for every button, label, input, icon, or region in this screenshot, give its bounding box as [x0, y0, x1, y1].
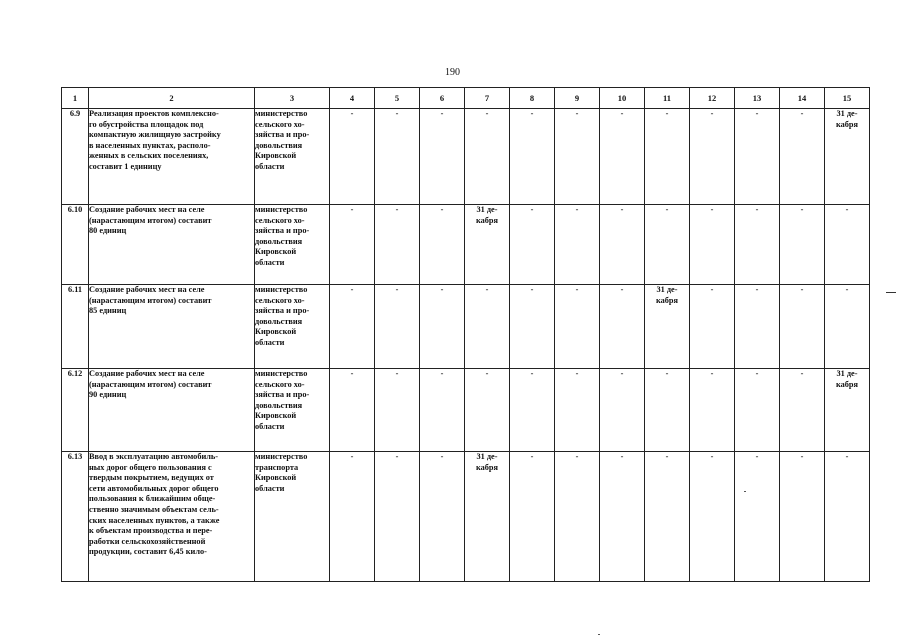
- deadline-text: -: [665, 369, 669, 378]
- deadline-cell-col-10: [600, 109, 645, 205]
- column-header-1: 1: [62, 88, 89, 109]
- deadline-text: -: [440, 452, 444, 461]
- column-header-14: 14: [780, 88, 825, 109]
- deadline-text: -: [620, 285, 624, 294]
- responsible-executor: [255, 109, 330, 205]
- deadline-text: -: [575, 285, 579, 294]
- description-line: 85 единиц: [89, 306, 127, 316]
- executor-line: министерство: [255, 285, 308, 294]
- deadline-cell-col-15: [825, 285, 870, 369]
- deadline-cell-col-6: [420, 452, 465, 582]
- responsible-executor: [255, 452, 330, 582]
- deadline-text: -: [395, 205, 399, 214]
- deadline-text: -: [620, 109, 624, 118]
- description-line: 80 единиц: [89, 226, 127, 236]
- deadline-cell-col-10: [600, 285, 645, 369]
- deadline-cell-col-12: [690, 205, 735, 285]
- executor-line: довольствия: [255, 236, 303, 246]
- deadline-cell-col-8: [510, 109, 555, 205]
- description-line: работки сельскохозяйственной: [89, 536, 206, 546]
- deadline-text: -: [710, 369, 714, 378]
- deadline-cell-col-11: [645, 452, 690, 582]
- row-number: 6.13: [62, 452, 89, 582]
- column-header-8: 8: [510, 88, 555, 109]
- executor-line: довольствия: [255, 140, 303, 150]
- deadline-text: -: [575, 452, 579, 461]
- executor-line: транспорта: [255, 462, 299, 472]
- row-number: 6.9: [62, 109, 89, 205]
- deadline-text: кабря: [835, 119, 859, 129]
- deadline-cell-col-12: [690, 285, 735, 369]
- deadline-cell-col-10: [600, 452, 645, 582]
- executor-line: сельского хо-: [255, 119, 305, 129]
- deadline-text: -: [665, 109, 669, 118]
- deadline-cell-col-6: [420, 205, 465, 285]
- deadline-text: кабря: [655, 295, 679, 305]
- description-line: ских населенных пунктов, а также: [89, 515, 220, 525]
- deadline-cell-col-14: [780, 205, 825, 285]
- deadline-text: -: [350, 109, 354, 118]
- deadline-cell-col-9: [555, 205, 600, 285]
- deadline-text: -: [620, 369, 624, 378]
- deadline-text: -: [350, 205, 354, 214]
- deadline-text: -: [800, 285, 804, 294]
- deadline-cell-col-11: [645, 285, 690, 369]
- deadline-text: -: [440, 205, 444, 214]
- description-line: женных в сельских поселениях,: [89, 151, 209, 161]
- deadline-text: -: [800, 205, 804, 214]
- executor-line: сельского хо-: [255, 295, 305, 305]
- executor-line: министерство: [255, 109, 308, 118]
- deadline-cell-col-9: [555, 369, 600, 452]
- row-number: 6.12: [62, 369, 89, 452]
- description-line: Создание рабочих мест на селе: [89, 369, 205, 378]
- executor-line: области: [255, 421, 285, 431]
- table-body: [62, 109, 870, 582]
- deadline-text: -: [800, 369, 804, 378]
- measure-description: [89, 109, 255, 205]
- deadline-cell-col-7: [465, 205, 510, 285]
- deadline-text: -: [350, 285, 354, 294]
- header-row: [62, 88, 870, 109]
- deadline-text: -: [440, 285, 444, 294]
- description-line: пользования к ближайшим обще-: [89, 494, 216, 504]
- executor-line: сельского хо-: [255, 379, 305, 389]
- deadline-cell-col-11: [645, 109, 690, 205]
- deadline-text: -: [575, 205, 579, 214]
- deadline-text: кабря: [475, 462, 499, 472]
- deadline-text: 31 де-: [836, 109, 858, 118]
- description-line: Ввод в эксплуатацию автомобиль-: [89, 452, 219, 461]
- deadline-cell-col-7: [465, 285, 510, 369]
- description-line: Создание рабочих мест на селе: [89, 205, 205, 214]
- deadline-text: 31 де-: [836, 369, 858, 378]
- deadline-cell-col-5: [375, 205, 420, 285]
- edge-mark: [886, 292, 896, 293]
- executor-line: области: [255, 483, 285, 493]
- executor-line: зяйства и про-: [255, 226, 310, 236]
- description-line: 90 единиц: [89, 390, 127, 400]
- deadline-cell-col-13: [735, 369, 780, 452]
- deadline-text: -: [710, 109, 714, 118]
- deadline-cell-col-10: [600, 205, 645, 285]
- deadline-cell-col-8: [510, 205, 555, 285]
- deadline-cell-col-5: [375, 452, 420, 582]
- deadline-text: -: [665, 452, 669, 461]
- page-number: 190: [445, 67, 460, 78]
- deadline-cell-col-9: [555, 285, 600, 369]
- executor-line: довольствия: [255, 316, 303, 326]
- description-line: твердым покрытием, ведущих от: [89, 473, 214, 483]
- description-line: ных дорог общего пользования с: [89, 462, 212, 472]
- deadline-text: -: [485, 285, 489, 294]
- description-line: ственно значимым объектам сель-: [89, 504, 219, 514]
- deadline-cell-col-7: [465, 109, 510, 205]
- executor-line: зяйства и про-: [255, 390, 310, 400]
- column-header-12: 12: [690, 88, 735, 109]
- table-row: [62, 452, 870, 582]
- column-header-15: 15: [825, 88, 870, 109]
- executor-line: Кировской: [255, 473, 297, 483]
- column-header-9: 9: [555, 88, 600, 109]
- deadline-text: -: [665, 205, 669, 214]
- column-header-2: 2: [89, 88, 255, 109]
- table-row: [62, 285, 870, 369]
- deadline-cell-col-5: [375, 369, 420, 452]
- description-line: компактную жилищную застройку: [89, 130, 221, 140]
- deadline-text: -: [800, 109, 804, 118]
- deadline-cell-col-9: [555, 109, 600, 205]
- deadline-cell-col-11: [645, 369, 690, 452]
- deadline-cell-col-7: [465, 452, 510, 582]
- deadline-text: -: [710, 452, 714, 461]
- deadline-cell-col-15: [825, 205, 870, 285]
- deadline-text: кабря: [475, 215, 499, 225]
- deadline-text: -: [755, 369, 759, 378]
- row-number: 6.11: [62, 285, 89, 369]
- deadline-cell-col-4: [330, 109, 375, 205]
- column-header-7: 7: [465, 88, 510, 109]
- scan-speck: [744, 491, 746, 492]
- deadline-cell-col-13: [735, 285, 780, 369]
- deadline-text: 31 де-: [656, 285, 678, 294]
- measure-description: [89, 205, 255, 285]
- row-number: 6.10: [62, 205, 89, 285]
- table-row: [62, 109, 870, 205]
- deadline-text: -: [395, 369, 399, 378]
- deadline-text: -: [845, 452, 849, 461]
- description-line: Создание рабочих мест на селе: [89, 285, 205, 294]
- description-line: (нарастающим итогом) составит: [89, 379, 212, 389]
- column-header-4: 4: [330, 88, 375, 109]
- deadline-cell-col-14: [780, 452, 825, 582]
- deadline-cell-col-12: [690, 369, 735, 452]
- deadline-cell-col-11: [645, 205, 690, 285]
- description-line: (нарастающим итогом) составит: [89, 295, 212, 305]
- deadline-cell-col-12: [690, 109, 735, 205]
- description-line: к объектам производства и пере-: [89, 526, 213, 536]
- executor-line: сельского хо-: [255, 215, 305, 225]
- executor-line: Кировской: [255, 151, 297, 161]
- responsible-executor: [255, 205, 330, 285]
- description-line: сети автомобильных дорог общего: [89, 483, 219, 493]
- description-line: составит 1 единицу: [89, 161, 162, 171]
- deadline-text: -: [530, 452, 534, 461]
- deadline-text: -: [485, 109, 489, 118]
- deadline-cell-col-14: [780, 109, 825, 205]
- column-header-13: 13: [735, 88, 780, 109]
- deadline-cell-col-4: [330, 205, 375, 285]
- deadline-cell-col-5: [375, 109, 420, 205]
- deadline-text: кабря: [835, 379, 859, 389]
- deadline-text: -: [620, 205, 624, 214]
- executor-line: зяйства и про-: [255, 306, 310, 316]
- deadline-cell-col-4: [330, 369, 375, 452]
- measure-description: [89, 369, 255, 452]
- executor-line: Кировской: [255, 247, 297, 257]
- deadline-text: -: [755, 452, 759, 461]
- deadline-text: -: [845, 205, 849, 214]
- measure-description: [89, 285, 255, 369]
- deadline-cell-col-6: [420, 369, 465, 452]
- deadline-text: -: [755, 109, 759, 118]
- deadline-text: -: [440, 109, 444, 118]
- description-line: продукции, составит 6,45 кило-: [89, 547, 207, 557]
- deadline-cell-col-12: [690, 452, 735, 582]
- description-line: го обустройства площадок под: [89, 119, 204, 129]
- deadline-text: -: [440, 369, 444, 378]
- deadline-cell-col-13: [735, 452, 780, 582]
- deadline-text: -: [530, 369, 534, 378]
- deadline-text: -: [395, 285, 399, 294]
- deadline-text: -: [710, 205, 714, 214]
- deadline-text: -: [800, 452, 804, 461]
- deadline-text: -: [530, 109, 534, 118]
- executor-line: области: [255, 161, 285, 171]
- deadline-text: -: [350, 452, 354, 461]
- table-row: [62, 205, 870, 285]
- executor-line: довольствия: [255, 400, 303, 410]
- deadline-cell-col-8: [510, 452, 555, 582]
- plan-table: [61, 87, 870, 582]
- executor-line: министерство: [255, 452, 308, 461]
- executor-line: области: [255, 337, 285, 347]
- deadline-text: -: [620, 452, 624, 461]
- deadline-cell-col-15: [825, 452, 870, 582]
- deadline-text: -: [395, 452, 399, 461]
- deadline-cell-col-15: [825, 369, 870, 452]
- deadline-cell-col-6: [420, 285, 465, 369]
- deadline-text: 31 де-: [476, 452, 498, 461]
- deadline-text: -: [350, 369, 354, 378]
- deadline-cell-col-4: [330, 285, 375, 369]
- deadline-cell-col-8: [510, 369, 555, 452]
- deadline-cell-col-13: [735, 109, 780, 205]
- executor-line: зяйства и про-: [255, 130, 310, 140]
- deadline-text: 31 де-: [476, 205, 498, 214]
- deadline-text: -: [575, 369, 579, 378]
- executor-line: области: [255, 257, 285, 267]
- deadline-text: -: [485, 369, 489, 378]
- executor-line: министерство: [255, 205, 308, 214]
- column-header-10: 10: [600, 88, 645, 109]
- column-header-11: 11: [645, 88, 690, 109]
- deadline-cell-col-15: [825, 109, 870, 205]
- deadline-text: -: [710, 285, 714, 294]
- deadline-cell-col-14: [780, 369, 825, 452]
- description-line: (нарастающим итогом) составит: [89, 215, 212, 225]
- description-line: Реализация проектов комплексно-: [89, 109, 219, 118]
- executor-line: Кировской: [255, 327, 297, 337]
- deadline-cell-col-5: [375, 285, 420, 369]
- deadline-cell-col-6: [420, 109, 465, 205]
- deadline-text: -: [755, 285, 759, 294]
- column-header-6: 6: [420, 88, 465, 109]
- executor-line: Кировской: [255, 411, 297, 421]
- deadline-text: -: [395, 109, 399, 118]
- deadline-cell-col-4: [330, 452, 375, 582]
- deadline-cell-col-13: [735, 205, 780, 285]
- deadline-text: -: [575, 109, 579, 118]
- scan-speck: [598, 634, 600, 635]
- deadline-cell-col-8: [510, 285, 555, 369]
- deadline-cell-col-14: [780, 285, 825, 369]
- column-header-3: 3: [255, 88, 330, 109]
- deadline-text: -: [755, 205, 759, 214]
- deadline-cell-col-9: [555, 452, 600, 582]
- deadline-cell-col-10: [600, 369, 645, 452]
- measure-description: [89, 452, 255, 582]
- deadline-text: -: [530, 205, 534, 214]
- column-header-5: 5: [375, 88, 420, 109]
- responsible-executor: [255, 285, 330, 369]
- executor-line: министерство: [255, 369, 308, 378]
- description-line: в населенных пунктах, располо-: [89, 140, 211, 150]
- deadline-text: -: [530, 285, 534, 294]
- responsible-executor: [255, 369, 330, 452]
- table-row: [62, 369, 870, 452]
- deadline-cell-col-7: [465, 369, 510, 452]
- deadline-text: -: [845, 285, 849, 294]
